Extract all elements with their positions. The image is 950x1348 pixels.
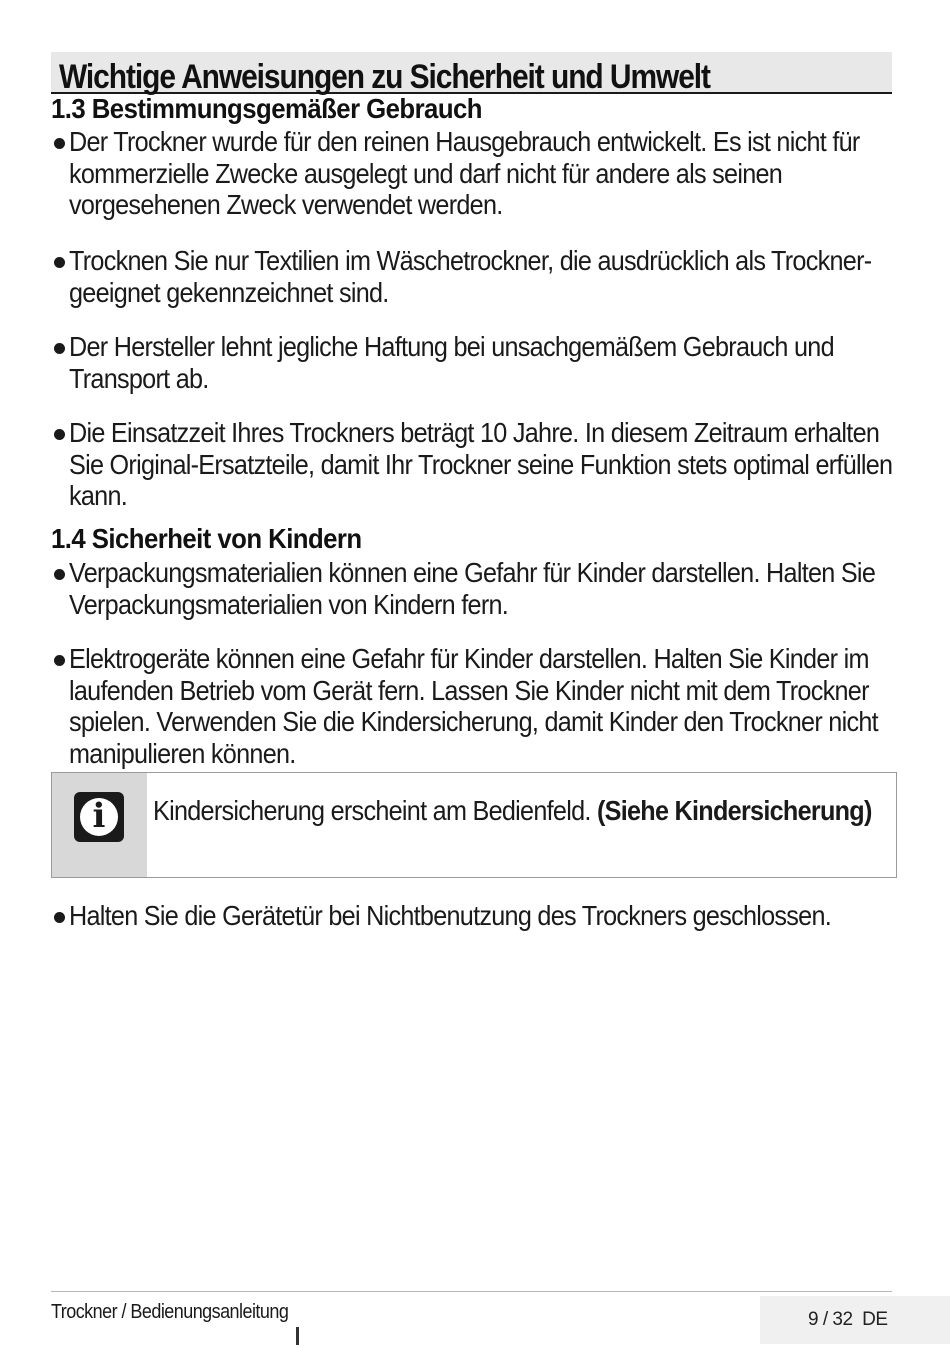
list-item-text: Halten Sie die Gerätetür bei Nichtbenutzung des Trockners geschlossen. [69, 900, 832, 931]
list-item-text: Trocknen Sie nur Textilien im Wäschetrockner, die ausdrücklich als Trockner-geeignet gekennzeichnet sind. [69, 245, 872, 308]
bullet-dot [54, 138, 65, 149]
info-icon [74, 792, 124, 842]
info-box-text-bold: (Siehe Kindersicherung) [596, 795, 872, 826]
bullet-dot [54, 569, 65, 580]
list-item [51, 417, 901, 512]
list-item [51, 126, 901, 221]
page-number [808, 1309, 888, 1331]
info-icon-glyph: i [92, 796, 106, 836]
list-item [51, 643, 901, 769]
bullet-dot [54, 429, 65, 440]
footer-tick-mark [296, 1327, 299, 1345]
list-item [51, 331, 901, 394]
list-item-text: Der Trockner wurde für den reinen Hausgebrauch entwickelt. Es ist nicht für kommerzielle Zwecke ausgelegt und darf nicht für andere als seinen vorgesehenen Zweck verwendet werden. [69, 126, 860, 220]
list-item-text: Der Hersteller lehnt jegliche Haftung bei unsachgemäßem Gebrauch und Transport ab. [69, 331, 834, 394]
list-item [51, 245, 901, 308]
page-count: 9 / 32 [808, 1309, 853, 1330]
chapter-header [51, 52, 892, 94]
section-heading-1-4: 1.4 Sicherheit von Kindern [51, 523, 362, 554]
bullet-dot [54, 257, 65, 268]
list-item-text: Die Einsatzzeit Ihres Trockners beträgt 10 Jahre. In diesem Zeitraum erhalten Sie Original-Ersatzteile, damit Ihr Trockner seine Funktion stets optimal erfüllen kann. [69, 417, 893, 511]
list-item [51, 900, 901, 932]
chapter-title: Wichtige Anweisungen zu Sicherheit und Umwelt [59, 58, 710, 96]
info-box [51, 772, 897, 878]
list-item-text: Elektrogeräte können eine Gefahr für Kinder darstellen. Halten Sie Kinder im laufenden Betrieb vom Gerät fern. Lassen Sie Kinder nicht mit dem Trockner spielen. Verwenden Sie die Kindersicherung, damit Kinder den Trockner nicht manipulieren können. [69, 643, 878, 769]
footer-divider [51, 1291, 892, 1292]
info-box-text-regular: Kindersicherung erscheint am Bedienfeld. [153, 795, 597, 826]
bullet-dot [54, 655, 65, 666]
list-item-text: Verpackungsmaterialien können eine Gefahr für Kinder darstellen. Halten Sie Verpackungsmaterialien von Kindern fern. [69, 557, 876, 620]
info-box-sidebar [52, 773, 147, 877]
bullet-dot [54, 912, 65, 923]
list-item [51, 557, 901, 620]
info-box-text [153, 795, 873, 827]
bullet-dot [54, 343, 65, 354]
section-heading-1-3: 1.3 Bestimmungsgemäßer Gebrauch [51, 93, 482, 124]
footer-page-box [760, 1296, 950, 1344]
language-code: DE [862, 1309, 888, 1330]
footer-document-title: Trockner / Bedienungsanleitung [51, 1301, 289, 1323]
